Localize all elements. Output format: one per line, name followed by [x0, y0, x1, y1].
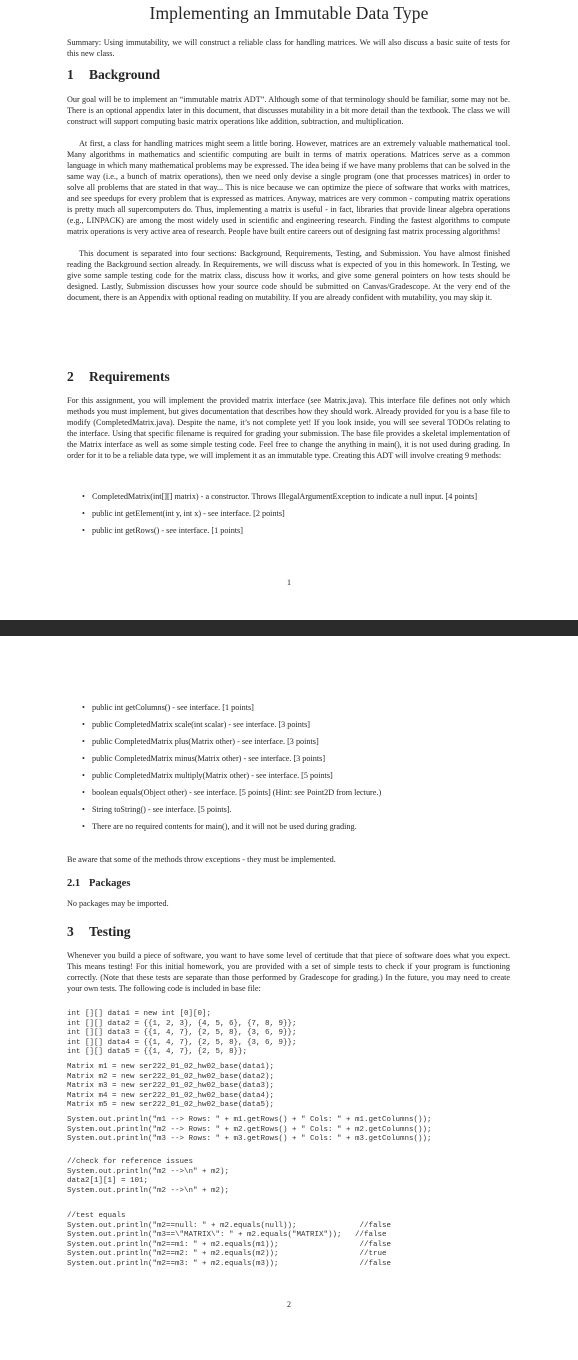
- section-title: Testing: [89, 924, 131, 939]
- requirements-method-list: [80, 491, 510, 536]
- subsection-title: Packages: [89, 878, 131, 889]
- page-number: 1: [287, 578, 291, 587]
- section-number: 3: [67, 924, 74, 939]
- document-page-2: [0, 636, 578, 1360]
- code-block-matrix-construction: Matrix m1 = new ser222_01_02_hw02_base(data1); Matrix m2 = new ser222_01_02_hw02_base(data2); Matrix m3 = new ser222_01_02_hw02_base(data3); Matrix m4 = new ser222_01_02_hw02_base(data4); Matrix m5 = new ser222_01_02_hw02_base(data5);: [67, 1063, 275, 1110]
- section-title: Requirements: [89, 369, 170, 384]
- code-block-equals-tests: //test equals System.out.println("m2==null: " + m2.equals(null)); //false System.out.println("m3==\"MATRIX\": " + m2.equals("MATRIX")); //false System.out.println("m2==m1: " + m2.equals(m1)); //false System.out.println("m2==m2: " + m2.equals(m2)); //true System.out.println("m2==m3: " + m2.equals(m3)); //false: [67, 1212, 392, 1268]
- section-background-heading: [67, 67, 160, 83]
- summary-paragraph: Summary: Using immutability, we will construct a reliable class for handling matrices. We will also discuss a basic suite of tests for this new class.: [67, 38, 510, 59]
- requirements-paragraph-1: For this assignment, you will implement the provided matrix interface (see Matrix.java). This interface file defines not only which methods you must implement, but gives documentation that describes how they should work. Already provided for you is a base file to modify (CompletedMatrix.java). Despite the name, it’s not complete yet! If you look inside, you will see several TODOs relating to the interface. Using that specific filename is required for grading your submission. The base file provides a skeletal implementation of the Matrix interface as well as some simple testing code. Feel free to change the anything in main(), it is not used during grading. In order for it to be a reliable data type, we will implement it as an immutable type. Creating this ADT will involve creating 9 methods:: [67, 396, 510, 460]
- requirements-note: Be aware that some of the methods throw exceptions - they must be implemented.: [67, 855, 336, 864]
- section-number: 2: [67, 369, 74, 384]
- list-item: • public int getColumns() - see interface. [1 points]: [80, 702, 510, 713]
- list-item: • public CompletedMatrix plus(Matrix other) - see interface. [3 points]: [80, 736, 510, 747]
- background-paragraph-3: This document is separated into four sections: Background, Requirements, Testing, and Submission. You have almost finished reading the Background section already. In Requirements, we will discuss what is expected of you in this homework. In Testing, we give some sample testing code for the matrix class, discuss how it works, and give some general pointers on how tests should be designed. Lastly, Submission discusses how your source code should be submitted on Canvas/Gradescope. At the very end of the document, there is an Appendix with optional reading on mutability. If you are already confident with mutability, you may skip it.: [67, 249, 510, 302]
- list-item: • public CompletedMatrix minus(Matrix other) - see interface. [3 points]: [80, 753, 510, 764]
- background-paragraph-1: Our goal will be to implement an “immutable matrix ADT”. Although some of that terminology should be familiar, some may not be. There is an optional appendix later in this document, that discusses mutability in a bit more detail than the textbook. The class we will construct will support computing basic matrix operations like addition, subtraction, and multiplication.: [67, 95, 510, 126]
- page-number: 2: [287, 1300, 291, 1309]
- document-page-1: [0, 0, 578, 620]
- requirements-method-list-continued: [80, 702, 510, 832]
- code-block-reference-check: //check for reference issues System.out.println("m2 -->\n" + m2); data2[1][1] = 101; System.out.println("m2 -->\n" + m2);: [67, 1158, 230, 1195]
- packages-text: No packages may be imported.: [67, 899, 169, 908]
- code-block-dimensions: System.out.println("m1 --> Rows: " + m1.getRows() + " Cols: " + m1.getColumns()); System.out.println("m2 --> Rows: " + m2.getRows() + " Cols: " + m2.getColumns()); System.out.println("m3 --> Rows: " + m3.getRows() + " Cols: " + m3.getColumns());: [67, 1116, 432, 1144]
- list-item: • String toString() - see interface. [5 points].: [80, 804, 510, 815]
- list-item: • public int getElement(int y, int x) - see interface. [2 points]: [80, 508, 510, 519]
- section-testing-heading: [67, 924, 131, 940]
- testing-paragraph-1: Whenever you build a piece of software, you want to have some level of certitude that that piece of software does what you expect. This means testing! For this initial homework, you are provided with a set of simple tests to check if your program is functioning correctly. (Note that these tests are separate than those performed by Gradescope for grading.) In the future, you may need to create your own tests. The following code is included in base file:: [67, 951, 510, 993]
- section-requirements-heading: [67, 369, 170, 385]
- section-number: 1: [67, 67, 74, 82]
- list-item: • boolean equals(Object other) - see interface. [5 points] (Hint: see Point2D from lecture.): [80, 787, 510, 798]
- list-item: • public CompletedMatrix multiply(Matrix other) - see interface. [5 points]: [80, 770, 510, 781]
- list-item: • public CompletedMatrix scale(int scalar) - see interface. [3 points]: [80, 719, 510, 730]
- list-item: • There are no required contents for main(), and it will not be used during grading.: [80, 821, 510, 832]
- subsection-number: 2.1: [67, 878, 81, 889]
- section-title: Background: [89, 67, 161, 82]
- list-item: • CompletedMatrix(int[][] matrix) - a constructor. Throws IllegalArgumentException to indicate a null input. [4 points]: [80, 491, 510, 502]
- list-item: • public int getRows() - see interface. [1 points]: [80, 525, 510, 536]
- page-separator: [0, 620, 578, 636]
- background-paragraph-2: At first, a class for handling matrices might seem a little boring. However, matrices are an extremely valuable mathematical tool. Many algorithms in mathematics and scientific computing are built in terms of matrix operations. Matrices serve as a common language in which many mathematical problems may be expressed. The idea being if we have many problems that can be solved in the same way (i.e., a bunch of matrix operations), then we need only devise a single program (one that processes matrices) in order to solve all problems that are stated in that way... This is nice because we can optimize the piece of software that works with matrices, and see speedups for every problem that is expressed as matrices. Anyway, matrices are very common - computing matrix operations is pretty much all supercomputers do. Thus, implementing a matrix is useful - in fact, libraries that provide linear algebra operations (e.g., LINPACK) are among the most widely used in scientific and engineering research. Finding the fastest algorithms to compute matrix operations is very active area of research. People have built entire careers out of designing fast matrix processing algorithms!: [67, 139, 510, 236]
- subsection-packages-heading: [67, 878, 130, 889]
- document-title: Implementing an Immutable Data Type: [149, 3, 429, 23]
- code-block-data-arrays: int [][] data1 = new int [0][0]; int [][] data2 = {{1, 2, 3}, {4, 5, 6}, {7, 8, 9}}; int [][] data3 = {{1, 4, 7}, {2, 5, 8}, {3, 6, 9}}; int [][] data4 = {{1, 4, 7}, {2, 5, 8}, {3, 6, 9}}; int [][] data5 = {{1, 4, 7}, {2, 5, 8}};: [67, 1010, 297, 1057]
